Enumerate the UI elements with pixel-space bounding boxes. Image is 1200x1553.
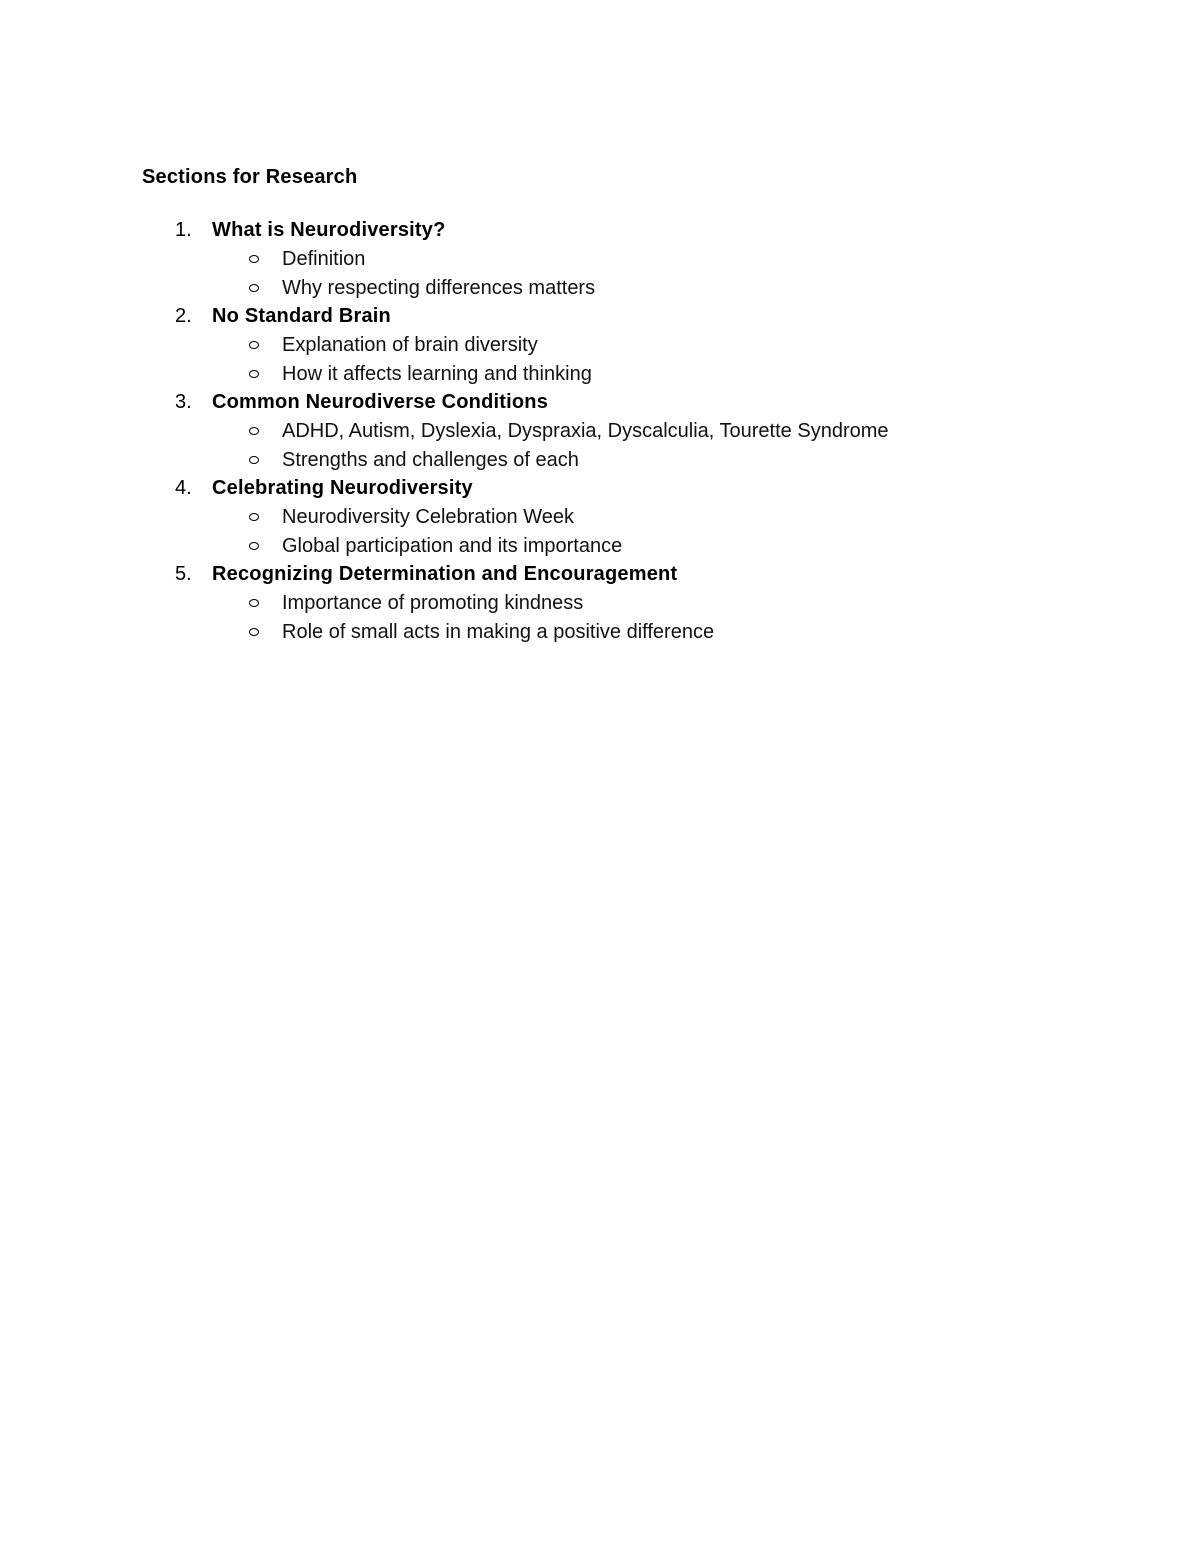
section-item bbox=[0, 474, 1100, 560]
bullet-item bbox=[0, 532, 1100, 561]
hollow-circle-bullet-icon bbox=[249, 542, 259, 550]
document-title: Sections for Research bbox=[142, 166, 358, 188]
bullet-list bbox=[0, 245, 1100, 302]
bullet-text: Explanation of brain diversity bbox=[282, 334, 538, 356]
hollow-circle-bullet-icon bbox=[249, 628, 259, 636]
section-heading: Common Neurodiverse Conditions bbox=[212, 391, 549, 413]
hollow-circle-bullet-icon bbox=[249, 456, 259, 464]
section-item bbox=[0, 388, 1100, 474]
bullet-text: How it affects learning and thinking bbox=[282, 362, 592, 385]
bullet-list bbox=[0, 503, 1100, 560]
bullet-list bbox=[0, 331, 1100, 388]
bullet-text: Importance of promoting kindness bbox=[282, 592, 584, 614]
bullet-item bbox=[0, 245, 1100, 274]
bullet-text: Why respecting differences matters bbox=[282, 276, 596, 299]
bullet-text: ADHD, Autism, Dyslexia, Dyspraxia, Dyscalculia, Tourette Syndrome bbox=[282, 420, 889, 442]
hollow-circle-bullet-icon bbox=[249, 341, 259, 349]
hollow-circle-bullet-icon bbox=[249, 255, 259, 263]
hollow-circle-bullet-icon bbox=[249, 427, 259, 435]
section-header bbox=[0, 216, 1100, 245]
section-number: 3. bbox=[175, 391, 192, 413]
section-item bbox=[0, 216, 1100, 302]
bullet-item bbox=[0, 618, 1100, 647]
bullet-text: Definition bbox=[282, 248, 366, 270]
hollow-circle-bullet-icon bbox=[249, 513, 259, 521]
section-number: 1. bbox=[175, 219, 192, 241]
bullet-text: Neurodiversity Celebration Week bbox=[282, 506, 574, 528]
section-item bbox=[0, 560, 1100, 646]
bullet-list bbox=[0, 417, 1100, 474]
bullet-item bbox=[0, 274, 1100, 303]
bullet-text: Global participation and its importance bbox=[282, 534, 623, 557]
section-header bbox=[0, 302, 1100, 331]
section-item bbox=[0, 302, 1100, 388]
bullet-item bbox=[0, 503, 1100, 532]
section-header bbox=[0, 388, 1100, 417]
hollow-circle-bullet-icon bbox=[249, 599, 259, 607]
section-heading: Celebrating Neurodiversity bbox=[212, 477, 473, 499]
bullet-item bbox=[0, 360, 1100, 389]
bullet-text: Strengths and challenges of each bbox=[282, 448, 579, 471]
bullet-item bbox=[0, 589, 1100, 618]
section-heading: What is Neurodiversity? bbox=[212, 219, 446, 241]
bullet-item bbox=[0, 446, 1100, 475]
section-header bbox=[0, 560, 1100, 589]
hollow-circle-bullet-icon bbox=[249, 284, 259, 292]
hollow-circle-bullet-icon bbox=[249, 370, 259, 378]
section-list bbox=[0, 216, 1100, 646]
section-heading: Recognizing Determination and Encouragement bbox=[212, 563, 678, 585]
bullet-item bbox=[0, 417, 1100, 446]
section-header bbox=[0, 474, 1100, 503]
section-number: 4. bbox=[175, 477, 192, 499]
bullet-list bbox=[0, 589, 1100, 646]
bullet-text: Role of small acts in making a positive difference bbox=[282, 620, 715, 643]
section-number: 2. bbox=[175, 305, 192, 327]
bullet-item bbox=[0, 331, 1100, 360]
section-number: 5. bbox=[175, 563, 192, 585]
section-heading: No Standard Brain bbox=[212, 305, 391, 327]
